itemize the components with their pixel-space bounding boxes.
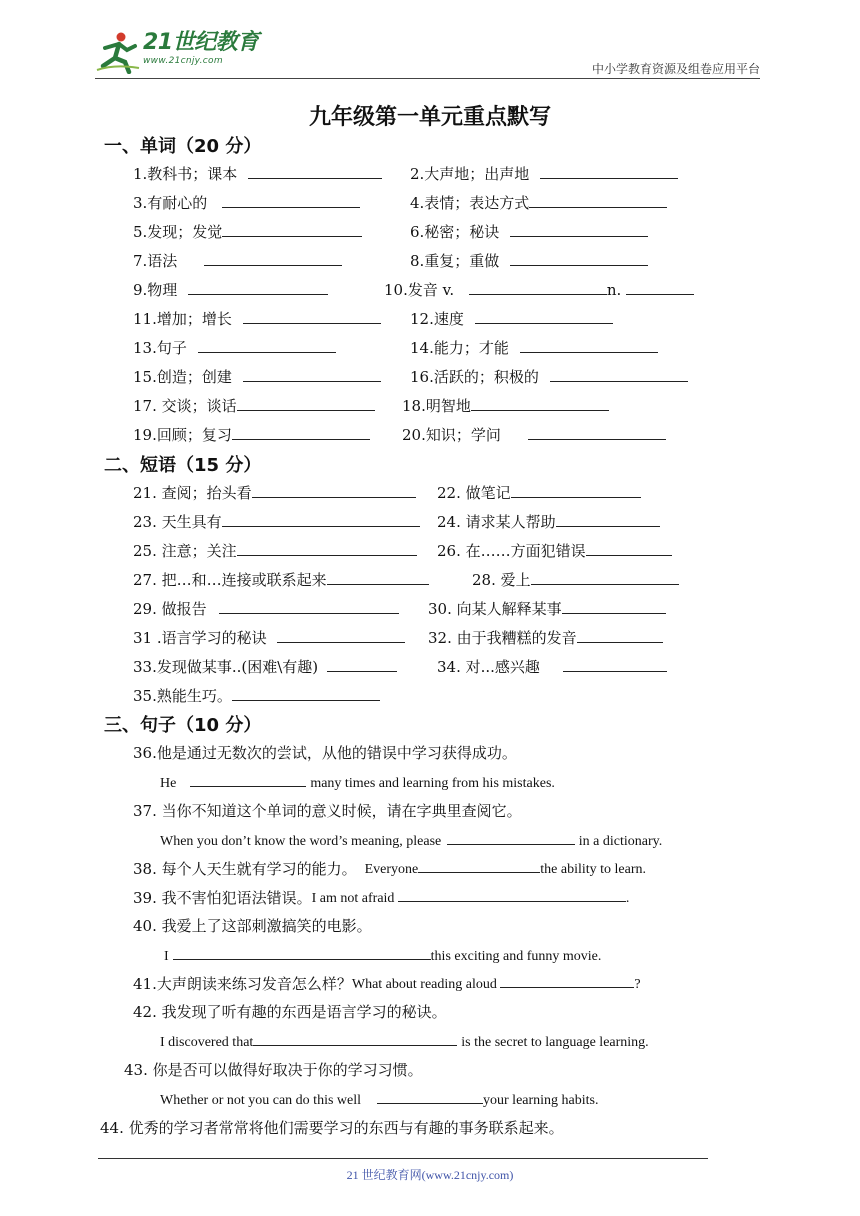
answer-blank[interactable] bbox=[471, 396, 609, 411]
section-heading-words: 一、单词（20 分） bbox=[104, 136, 262, 157]
phrase-item: 34. 对...感兴趣 bbox=[437, 656, 667, 677]
answer-blank[interactable] bbox=[222, 193, 360, 208]
answer-blank[interactable] bbox=[540, 164, 678, 179]
word-item: 1.教科书；课本 bbox=[133, 163, 382, 184]
phrase-item: 26. 在……方面犯错误 bbox=[437, 540, 672, 561]
answer-blank[interactable] bbox=[232, 425, 370, 440]
header-divider bbox=[95, 78, 760, 79]
phrase-item: 24. 请求某人帮助 bbox=[437, 511, 660, 532]
answer-blank[interactable] bbox=[252, 483, 416, 498]
phrase-item: 28. 爱上 bbox=[472, 569, 679, 590]
word-item: 5.发现；发觉 bbox=[133, 221, 362, 242]
word-item: 14.能力；才能 bbox=[410, 337, 658, 358]
sentence-answer-line: I discovered that is the secret to language learning. bbox=[160, 1031, 649, 1051]
answer-blank[interactable] bbox=[253, 1031, 457, 1046]
answer-blank[interactable] bbox=[531, 570, 679, 585]
logo bbox=[95, 30, 259, 74]
answer-blank[interactable] bbox=[237, 396, 375, 411]
word-item: 3.有耐心的 bbox=[133, 192, 360, 213]
answer-blank[interactable] bbox=[327, 657, 397, 672]
word-item: 13.句子 bbox=[133, 337, 336, 358]
answer-blank[interactable] bbox=[500, 973, 634, 988]
answer-blank[interactable] bbox=[469, 280, 607, 295]
word-item: 16.活跃的；积极的 bbox=[410, 366, 688, 387]
phrase-item: 33.发现做某事..(困难\有趣) bbox=[133, 656, 397, 677]
answer-blank[interactable] bbox=[243, 309, 381, 324]
word-item: 6.秘密；秘诀 bbox=[410, 221, 648, 242]
answer-blank[interactable] bbox=[248, 164, 382, 179]
word-item: 20.知识；学问 bbox=[402, 424, 666, 445]
answer-blank[interactable] bbox=[198, 338, 336, 353]
answer-blank[interactable] bbox=[219, 599, 399, 614]
answer-blank[interactable] bbox=[222, 222, 362, 237]
sentence-prompt: 39. 我不害怕犯语法错误。I am not afraid . bbox=[133, 889, 630, 907]
phrase-item: 30. 向某人解释某事 bbox=[428, 598, 666, 619]
answer-blank[interactable] bbox=[510, 251, 648, 266]
runner-logo-icon bbox=[95, 30, 141, 74]
section-heading-phrases: 二、短语（15 分） bbox=[104, 455, 262, 476]
answer-blank[interactable] bbox=[520, 338, 658, 353]
phrase-item: 27. 把…和…连接或联系起来 bbox=[133, 569, 429, 590]
answer-blank[interactable] bbox=[204, 251, 342, 266]
answer-blank[interactable] bbox=[447, 830, 575, 845]
page-footer[interactable]: 21 世纪教育网(www.21cnjy.com) bbox=[346, 1168, 514, 1182]
page-title: 九年级第一单元重点默写 bbox=[308, 105, 551, 130]
answer-blank[interactable] bbox=[563, 657, 667, 672]
answer-blank[interactable] bbox=[190, 772, 306, 787]
answer-blank[interactable] bbox=[586, 541, 672, 556]
answer-blank[interactable] bbox=[243, 367, 381, 382]
answer-blank[interactable] bbox=[626, 280, 694, 295]
phrase-item: 25. 注意；关注 bbox=[133, 540, 417, 561]
word-item: 10.发音 v. n. bbox=[384, 279, 694, 300]
platform-name: 中小学教育资源及组卷应用平台 bbox=[591, 62, 760, 76]
word-item: 19.回顾；复习 bbox=[133, 424, 370, 445]
sentence-prompt: 36.他是通过无数次的尝试，从他的错误中学习获得成功。 bbox=[133, 744, 517, 762]
sentence-prompt: 42. 我发现了听有趣的东西是语言学习的秘诀。 bbox=[133, 1003, 447, 1021]
section-heading-sentences: 三、句子（10 分） bbox=[104, 715, 262, 736]
answer-blank[interactable] bbox=[237, 541, 417, 556]
phrase-item: 21. 查阅；抬头看 bbox=[133, 482, 416, 503]
answer-blank[interactable] bbox=[232, 686, 380, 701]
sentence-answer-line: He many times and learning from his mistakes. bbox=[160, 772, 555, 792]
phrase-item: 23. 天生具有 bbox=[133, 511, 420, 532]
sentence-prompt: 40. 我爱上了这部刺激搞笑的电影。 bbox=[133, 917, 372, 935]
answer-blank[interactable] bbox=[562, 599, 666, 614]
word-item: 7.语法 bbox=[133, 250, 342, 271]
phrase-item: 32. 由于我糟糕的发音 bbox=[428, 627, 663, 648]
answer-blank[interactable] bbox=[510, 222, 648, 237]
phrase-item: 29. 做报告 bbox=[133, 598, 399, 619]
page-header bbox=[95, 30, 760, 80]
sentence-answer-line: I this exciting and funny movie. bbox=[164, 945, 601, 965]
answer-blank[interactable] bbox=[418, 858, 540, 873]
answer-blank[interactable] bbox=[550, 367, 688, 382]
phrase-item: 31 .语言学习的秘诀 bbox=[133, 627, 405, 648]
sentence-answer-line: When you don’t know the word’s meaning, please in a dictionary. bbox=[160, 830, 662, 850]
logo-url: www.21cnjy.com bbox=[143, 56, 223, 66]
sentence-answer-line: Whether or not you can do this well your learning habits. bbox=[160, 1089, 599, 1109]
sentence-prompt: 38. 每个人天生就有学习的能力。 Everyone the ability to learn. bbox=[133, 860, 647, 878]
phrase-item: 22. 做笔记 bbox=[437, 482, 641, 503]
answer-blank[interactable] bbox=[377, 1089, 483, 1104]
word-item: 12.速度 bbox=[410, 308, 613, 329]
sentence-prompt: 41.大声朗读来练习发音怎么样？What about reading aloud ? bbox=[133, 975, 641, 993]
answer-blank[interactable] bbox=[277, 628, 405, 643]
word-item: 9.物理 bbox=[133, 279, 328, 300]
sentence-prompt: 44. 优秀的学习者常常将他们需要学习的东西与有趣的事务联系起来。 bbox=[100, 1119, 564, 1137]
answer-blank[interactable] bbox=[327, 570, 429, 585]
word-item: 11.增加；增长 bbox=[133, 308, 381, 329]
answer-blank[interactable] bbox=[528, 425, 666, 440]
answer-blank[interactable] bbox=[577, 628, 663, 643]
word-item: 18.明智地 bbox=[402, 395, 609, 416]
word-item: 2.大声地；出声地 bbox=[410, 163, 678, 184]
word-item: 15.创造；创建 bbox=[133, 366, 381, 387]
logo-title: 21世纪教育 bbox=[143, 30, 259, 55]
word-item: 8.重复；重做 bbox=[410, 250, 648, 271]
footer-divider bbox=[98, 1158, 708, 1159]
answer-blank[interactable] bbox=[188, 280, 328, 295]
answer-blank[interactable] bbox=[511, 483, 641, 498]
answer-blank[interactable] bbox=[475, 309, 613, 324]
answer-blank[interactable] bbox=[173, 945, 431, 960]
answer-blank[interactable] bbox=[529, 193, 667, 208]
sentence-prompt: 37. 当你不知道这个单词的意义时候，请在字典里查阅它。 bbox=[133, 802, 522, 820]
sentence-prompt: 43. 你是否可以做得好取决于你的学习习惯。 bbox=[124, 1061, 423, 1079]
answer-blank[interactable] bbox=[398, 887, 626, 902]
phrase-item: 35.熟能生巧。 bbox=[133, 685, 380, 706]
answer-blank[interactable] bbox=[556, 512, 660, 527]
answer-blank[interactable] bbox=[222, 512, 420, 527]
word-item: 4.表情；表达方式 bbox=[410, 192, 667, 213]
word-item: 17. 交谈；谈话 bbox=[133, 395, 375, 416]
